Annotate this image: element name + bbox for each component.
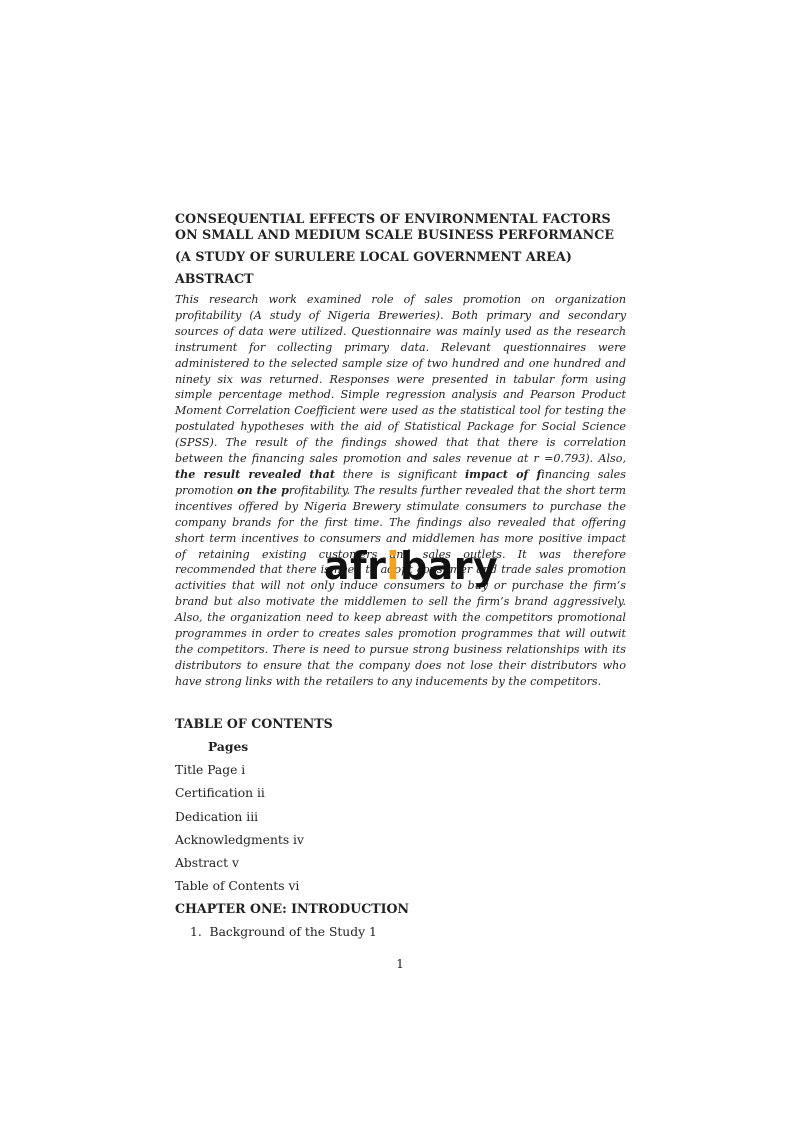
- afribary-watermark-logo: [324, 546, 498, 586]
- abstract-bold-1: the result revealed that: [175, 467, 336, 481]
- chapter-one-heading: CHAPTER ONE: INTRODUCTION: [175, 901, 409, 917]
- title-line-2: ON SMALL AND MEDIUM SCALE BUSINESS PERFORMANCE: [175, 227, 615, 242]
- paper-title: [175, 211, 626, 243]
- abstract-bold-2: impact of f: [464, 467, 542, 481]
- toc-item-abstract: Abstract v: [175, 856, 239, 871]
- paper-subtitle: (A STUDY OF SURULERE LOCAL GOVERNMENT AREA): [175, 249, 572, 264]
- toc-pages-label: Pages: [208, 738, 249, 754]
- watermark-text-right: bary: [399, 544, 499, 588]
- title-line-1: CONSEQUENTIAL EFFECTS OF ENVIRONMENTAL FACTORS: [175, 211, 611, 226]
- watermark-text-accent: i: [386, 544, 400, 588]
- watermark-text-left: afr: [324, 544, 387, 588]
- toc-item-certification: Certification ii: [175, 786, 265, 801]
- toc-heading: TABLE OF CONTENTS: [175, 715, 333, 731]
- toc-list: [175, 762, 626, 894]
- abstract-part-1: This research work examined role of sales promotion on organization profitability (A study of Nigeria Breweries). Both primary and secondary sources of data were utilized. Questionnaire was mainly used as the research instrument for collecting primary data. Relevant questionnaires were administered to the selected sample size of two hundred and one hundred and ninety six was returned. Responses were presented in tabular form using simple percentage method. Simple regression analysis and Pearson Product Moment Correlation Coefficient were used as the statistical tool for testing the postulated hypotheses with the aid of Statistical Package for Social Science (SPSS). The result of the findings showed that that there is correlation between the financing sales promotion and sales revenue at r =0.793). Also,: [175, 293, 626, 466]
- abstract-heading: ABSTRACT: [175, 271, 254, 286]
- abstract-part-3: inancing sales promotion: [175, 467, 626, 497]
- toc-item-table-of-contents: Table of Contents vi: [175, 879, 300, 894]
- abstract-text: [175, 292, 626, 690]
- toc-item-title-page: Title Page i: [175, 762, 246, 777]
- page-number: 1: [396, 957, 404, 971]
- chapter-item-background: 1. Background of the Study 1: [190, 925, 377, 940]
- abstract-bold-3: on the p: [237, 483, 289, 497]
- abstract-part-2: there is significant: [335, 467, 465, 481]
- abstract-part-4: rofitability. The results further revealed that the short term incentives offered by Nigeria Brewery stimulate consumers to purchase the company brands for the first time. The findings also revealed that offering short term incentives to consumers and middlemen has more positive impact of retaining existing customers and sales outlets. It was therefore recommended that there is need to adopt consumer and trade sales promotion activities that will not only induce consumers to buy or purchase the firm’s brand but also motivate the middlemen to sell the firm’s brand aggressively. Also, the organization need to keep abreast with the competitors promotional programmes in order to creates sales promotion programmes that will outwit the competitors. There is need to pursue strong business relationships with its distributors to ensure that the company does not lose their distributors who have strong links with the retailers to any inducements by the competitors.: [175, 483, 626, 688]
- toc-item-acknowledgments: Acknowledgments iv: [175, 832, 304, 847]
- toc-item-dedication: Dedication iii: [175, 809, 259, 824]
